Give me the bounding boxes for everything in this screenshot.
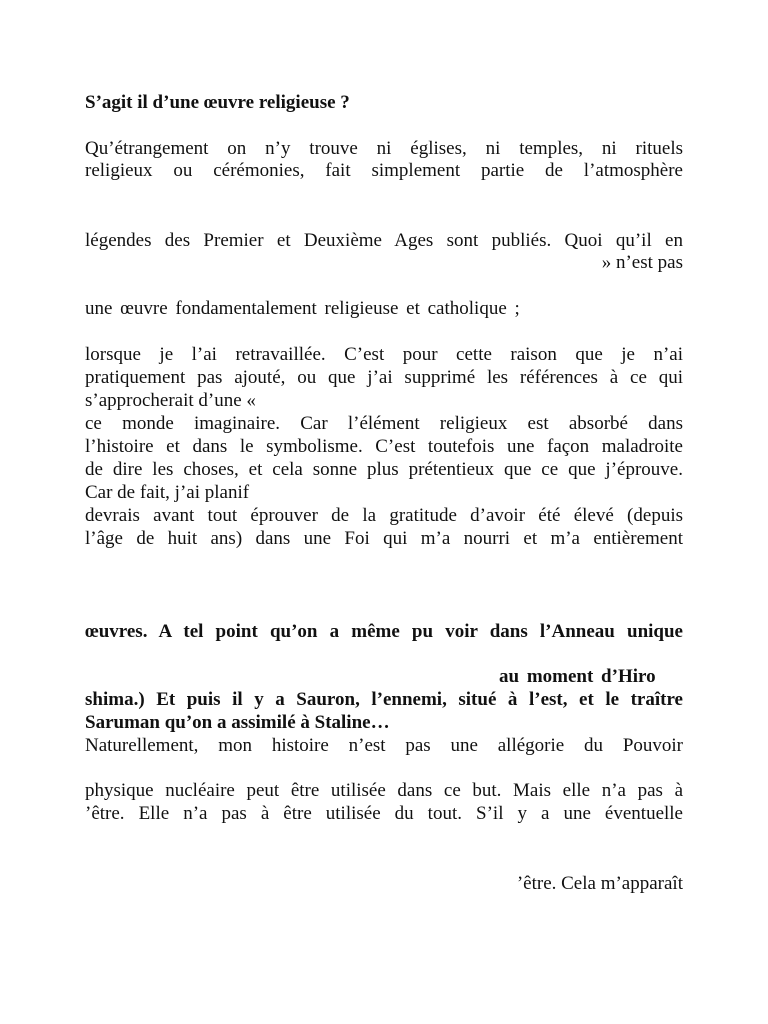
text-line: ce monde imaginaire. Car l’élément religieux est absorbé dans — [85, 413, 683, 434]
text-line: ’être. Cela m’apparaît — [516, 873, 683, 894]
text-line: Car de fait, j’ai planif — [85, 482, 250, 503]
text-line-bold: œuvres. A tel point qu’on a même pu voir dans l’Anneau unique — [85, 621, 683, 642]
text-line-bold: au moment d’Hiro — [499, 666, 656, 687]
text-line: pratiquement pas ajouté, ou que j’ai supprimé les références à ce qui — [85, 367, 683, 388]
text-line: devrais avant tout éprouver de la gratitude d’avoir été élevé (depuis — [85, 505, 683, 526]
text-line: l’histoire et dans le symbolisme. C’est toutefois une façon maladroite — [85, 436, 683, 457]
text-line: Naturellement, mon histoire n’est pas une allégorie du Pouvoir — [85, 735, 683, 756]
text-line: religieux ou cérémonies, fait simplement partie de l’atmosphère — [85, 160, 683, 181]
text-line: lorsque je l’ai retravaillée. C’est pour cette raison que je n’ai — [85, 344, 683, 365]
text-line: l’âge de huit ans) dans une Foi qui m’a nourri et m’a entièrement — [85, 528, 683, 549]
text-line: physique nucléaire peut être utilisée dans ce but. Mais elle n’a pas à — [85, 780, 683, 801]
text-line: » n’est pas — [601, 252, 683, 273]
text-line: une œuvre fondamentalement religieuse et catholique ; — [85, 298, 520, 319]
text-line: de dire les choses, et cela sonne plus prétentieux que ce que j’éprouve. — [85, 459, 683, 480]
text-line: s’approcherait d’une « — [85, 390, 256, 411]
document-heading: S’agit il d’une œuvre religieuse ? — [85, 92, 350, 113]
text-line-bold: shima.) Et puis il y a Sauron, l’ennemi, situé à l’est, et le traître — [85, 689, 683, 710]
text-line: ’être. Elle n’a pas à être utilisée du tout. S’il y a une éventuelle — [85, 803, 683, 824]
text-line: légendes des Premier et Deuxième Ages sont publiés. Quoi qu’il en — [85, 230, 683, 251]
text-line: Qu’étrangement on n’y trouve ni églises, ni temples, ni rituels — [85, 138, 683, 159]
text-line-bold: Saruman qu’on a assimilé à Staline… — [85, 712, 390, 733]
